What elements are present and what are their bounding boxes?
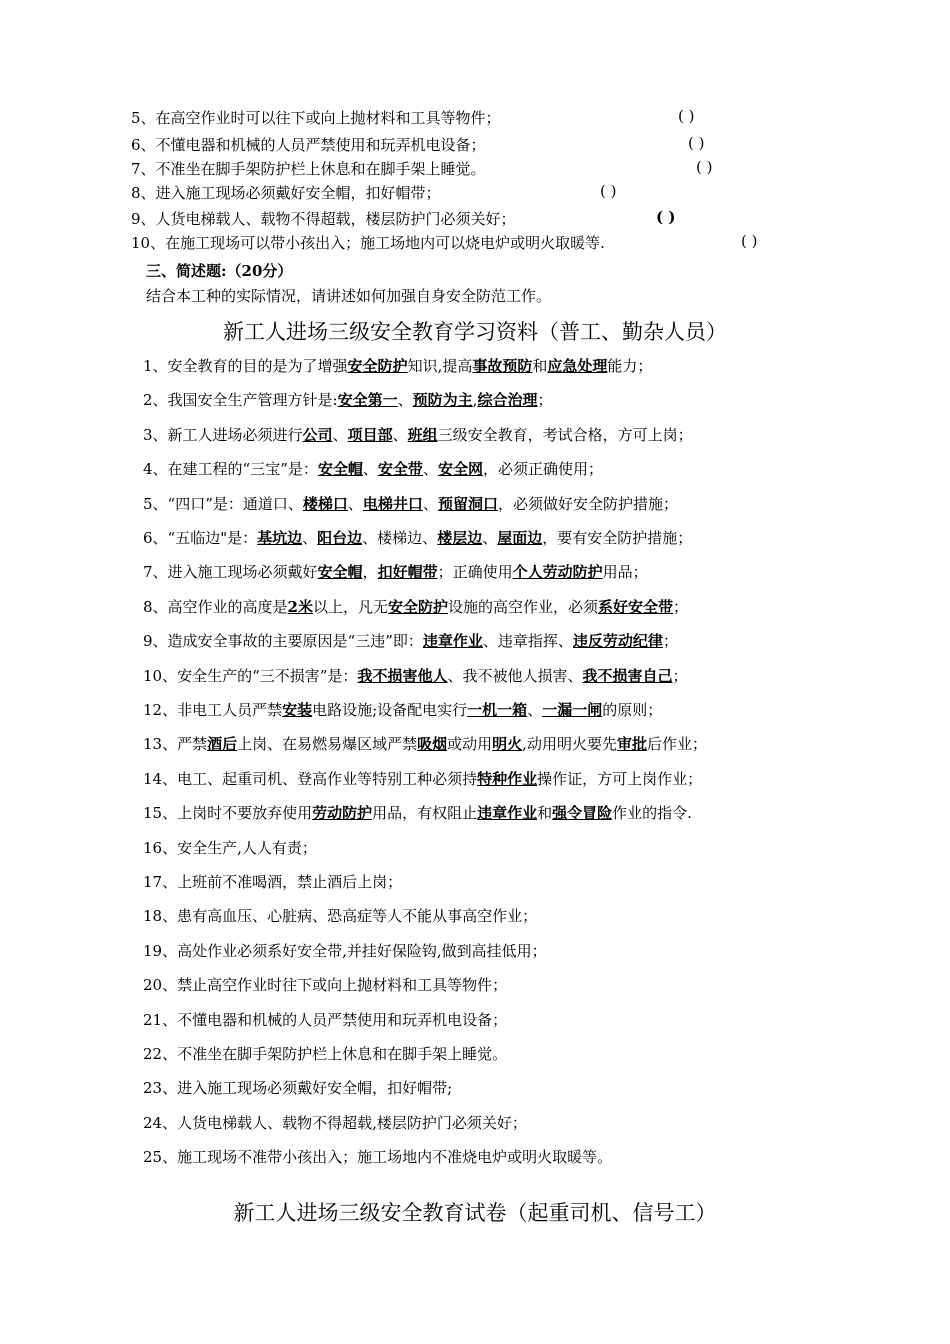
item-text: 或动用 [447,735,493,754]
study-item [143,630,678,651]
key-term: 审批 [616,735,647,754]
item-text: 4、在建工程的“三宝”是： [143,460,318,479]
key-term: 系好安全带 [598,597,674,616]
study-item [143,1077,452,1098]
true-false-question [131,158,713,179]
item-text: 、我不被他人损害、 [447,666,583,685]
key-term: 违反劳动纪律 [572,632,663,651]
item-text: 用品； [602,563,648,582]
question-text: 10、在施工现场可以带小孩出入；施工场地内可以烧电炉或明火取暖等. [131,234,605,252]
key-term: 扣好 [377,563,408,582]
key-term: 楼梯口 [302,494,348,513]
item-text: 8、高空作业的高度是 [143,597,288,616]
key-term: 事故预防 [472,357,533,375]
item-text: 三级安全教育，考试合格，方可上岗； [437,425,693,444]
item-text: 和 [532,357,548,375]
answer-blank[interactable]: ( ) [688,134,705,152]
item-text: 25、施工现场不准带小孩出入；施工场地内不准烧电炉或明火取暖等。 [143,1148,613,1167]
item-text: 操作证，方可上岗作业； [537,769,703,788]
study-item [143,493,678,514]
item-text: ；正确使用 [437,563,513,582]
item-text: 5、“四口”是：通道口、 [143,494,303,513]
study-item [143,1146,612,1167]
question-prompt: 结合本工种的实际情况，请讲述如何加强自身安全防范工作。 [146,287,552,305]
item-text: 和 [537,804,553,823]
true-false-question [131,107,695,128]
item-text: ，必须做好安全防护措施； [497,494,678,513]
true-false-question [131,208,676,229]
item-text: 设施的高空作业，必须 [448,597,599,616]
item-text: 上岗、在易燃易爆区域严禁 [237,735,418,754]
key-term: 安全第一 [337,391,398,410]
item-text: 21、不懂电器和机械的人员严禁使用和玩弄机电设备； [143,1010,508,1029]
key-term: 酒后 [207,735,238,754]
key-term: 应急处理 [547,357,608,375]
item-text: 后作业； [646,735,707,754]
item-text: 13、严禁 [143,735,208,754]
key-term: 我不损害自己 [582,666,673,685]
question-text: 6、不懂电器和机械的人员严禁使用和玩弄机电设备； [131,136,486,154]
item-text: 10、安全生产的“三不损害”是： [143,666,358,685]
study-item [143,665,688,686]
study-item [143,940,547,961]
study-item [143,527,692,548]
key-term: 屋面边 [497,529,543,547]
item-text: 、 [422,460,438,479]
key-term: 个人劳动防护 [512,563,603,582]
study-material-title: 新工人进场三级安全教育学习资料（普工、勤杂人员） [223,320,727,344]
item-text: ； [673,597,689,616]
item-text: 、 [362,460,378,479]
answer-blank[interactable]: ( ) [656,208,676,226]
item-text: 17、上班前不准喝酒，禁止酒后上岗； [143,873,403,891]
answer-blank[interactable]: ( ) [741,232,758,250]
key-term: 安全帽 [317,460,363,479]
key-term: 阳台边 [317,529,363,547]
study-item [143,768,702,789]
item-text: ； [537,391,553,410]
key-term: 劳动防护 [312,804,373,823]
key-term: 强令冒险 [552,804,613,823]
item-text: 22、不准坐在脚手架防护栏上休息和在脚手架上睡觉。 [143,1045,508,1063]
item-text: 、 [392,425,408,444]
item-text: ,动用明火要先 [522,735,617,754]
item-text: 1、安全教育的目的是为了增强 [143,357,348,375]
study-item [143,699,662,720]
item-text: , [472,391,478,410]
answer-blank[interactable]: ( ) [600,182,617,200]
question-text: 7、不准坐在脚手架防护栏上休息和在脚手架上睡觉。 [131,160,486,178]
key-term: 公司 [302,425,333,444]
item-text: 23、进入施工现场必须戴好安全帽，扣好帽带; [143,1079,453,1098]
item-text: 电路设施;设备配电实行 [312,701,468,719]
item-text: 7、进入施工现场必须戴好 [143,563,318,582]
study-item [143,596,688,617]
key-term: 特种作业 [477,769,538,788]
item-text: 2、我国安全生产管理方针是: [143,391,338,410]
item-text: 24、人货电梯载人、载物不得超载,楼层防护门必须关好； [143,1113,527,1132]
key-term: 我不损害他人 [357,666,448,685]
item-text: 、 [482,529,498,547]
item-text: 18、患有高血压、心脏病、恐高症等人不能从事高空作业； [143,907,538,926]
key-term: 违章作业 [477,804,538,823]
exam-title: 新工人进场三级安全教育试卷（起重司机、信号工） [233,1201,717,1225]
study-item [143,458,603,479]
item-text: 用品，有权阻止 [372,804,478,823]
item-text: ； [662,632,678,651]
item-text: 19、高处作业必须系好安全带,并挂好保险钩,做到高挂低用； [143,941,547,960]
key-term: 项目部 [347,425,393,444]
item-text: 12、非电工人员严禁 [143,701,283,719]
item-text: 、楼梯边、 [362,529,438,547]
item-text: 、 [422,494,438,513]
item-text: 、 [347,494,363,513]
key-term: 基坑边 [257,529,303,547]
study-item [143,733,707,754]
item-text: ； [672,666,688,685]
item-text: 、 [302,529,318,547]
key-term: 楼层边 [437,529,483,547]
key-term: 安装 [282,701,313,719]
key-term: 安全防护 [347,357,408,375]
item-text: 6、“五临边"是： [143,529,258,547]
answer-blank[interactable]: ( ) [696,158,713,176]
study-item [143,974,507,995]
item-text: 知识,提高 [407,357,473,375]
study-item [143,1009,507,1030]
key-term: 明火 [492,735,523,754]
item-text: ，必须正确使用； [482,460,603,479]
study-item [143,1112,527,1133]
item-text: 16、安全生产,人人有责； [143,838,317,857]
item-text: 9、造成安全事故的主要原因是“三违”即： [143,632,423,651]
item-text: 、 [527,701,543,719]
key-term: 安全帽 [317,563,363,582]
key-term: 安全网 [437,460,483,479]
item-text: 3、新工人进场必须进行 [143,425,303,444]
study-item [143,837,317,858]
item-text: 14、电工、起重司机、登高作业等特别工种必须持 [143,769,478,788]
key-term: 预留洞口 [437,494,498,513]
item-text: 、 [332,425,348,444]
item-text: 、违章指挥、 [482,632,573,651]
true-false-question [131,182,617,203]
answer-blank[interactable]: ( ) [678,107,695,125]
question-text: 8、进入施工现场必须戴好安全帽，扣好帽带； [131,184,441,202]
item-text: 的原则； [602,701,663,719]
item-text: ， [362,563,378,582]
key-term: 安全带 [377,460,423,479]
study-item [143,424,693,445]
key-term: 吸烟 [417,735,448,754]
study-item [143,802,692,823]
item-text: 、 [397,391,413,410]
item-text: 以上，凡无 [312,597,388,616]
key-term: 安全防护 [388,597,449,616]
item-text: ，要有安全防护措施； [542,529,693,547]
question-text: 9、人货电梯载人、载物不得超载，楼层防护门必须关好； [131,210,516,228]
item-text: 作业的指令. [612,804,692,823]
key-term: 一漏一闸 [542,701,603,719]
key-term: 违章作业 [422,632,483,651]
item-text: 20、禁止高空作业时往下或向上抛材料和工具等物件； [143,976,508,995]
key-term: 班组 [407,425,438,444]
key-term: 2米 [287,597,313,616]
study-item [143,1043,507,1064]
key-term: 一机一箱 [467,701,528,719]
item-text: 能力； [607,357,653,375]
section-heading: 三、简述题:（20分） [146,262,293,280]
key-term: 预防为主 [412,391,473,410]
study-item [143,561,648,582]
true-false-question [131,232,758,253]
question-text: 5、在高空作业时可以往下或向上抛材料和工具等物件； [131,109,501,127]
study-item [143,871,402,892]
study-item [143,389,552,410]
key-term: 综合治理 [477,391,538,410]
true-false-question [131,134,705,155]
key-term: 帽带 [407,563,438,582]
study-item [143,905,537,926]
key-term: 电梯井口 [362,494,423,513]
item-text: 15、上岗时不要放弃使用 [143,804,313,823]
study-item [143,355,652,376]
